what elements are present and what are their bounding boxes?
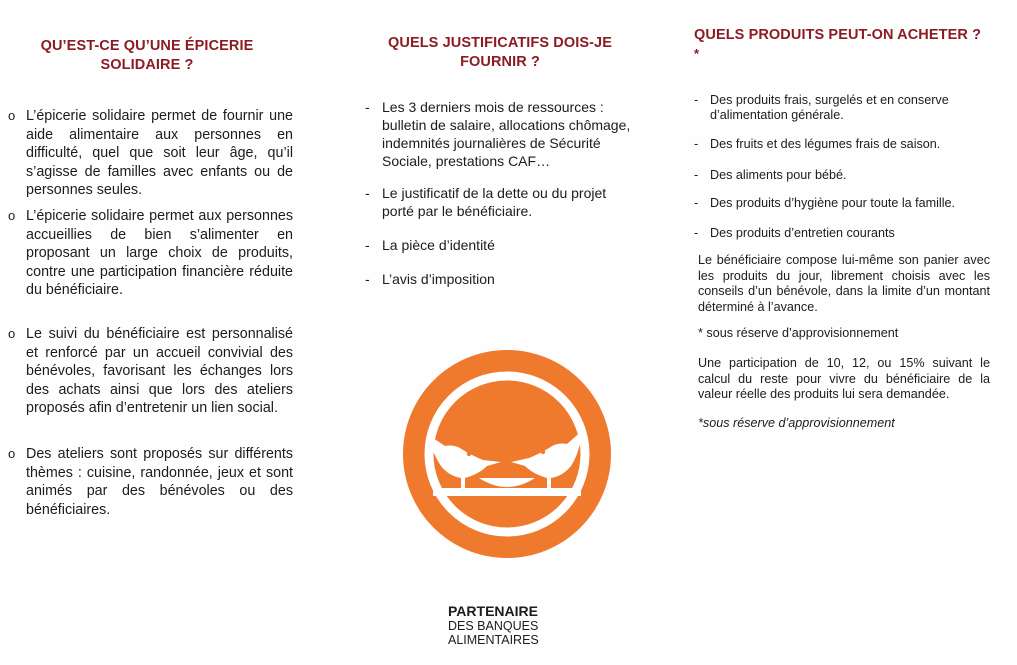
partner-footer: [448, 603, 598, 647]
footer-title: PARTENAIRE: [448, 603, 538, 619]
list-item: o Le suivi du bénéficiaire est personnalisé et renforcé par un accueil convivial des bénévoles, favorisant les échanges lors des achats ainsi que lors des ateliers proposés afin d’entretenir un lien social.: [8, 326, 293, 416]
bullet-icon: o: [8, 446, 16, 461]
column3-heading: QUELS PRODUITS PEUT-ON ACHETER ?: [694, 27, 982, 43]
dash-icon: -: [694, 226, 699, 240]
footer-line3: ALIMENTAIRES: [448, 633, 539, 647]
list-item: - L’avis d’imposition: [365, 271, 495, 287]
list-item: - Des produits d’entretien courants: [694, 226, 895, 240]
heading-asterisk: *: [694, 46, 700, 61]
logo-left-bird-eye: [467, 452, 471, 456]
dash-icon: -: [694, 196, 699, 210]
logo-outer-disc: [403, 350, 611, 558]
note-supply-italic: *sous réserve d’approvisionnement: [698, 416, 895, 430]
paragraph-participation: Une participation de 10, 12, ou 15% suivant le calcul du reste pour vivre du bénéficiaire de la valeur réelle des produits lui sera demandée.: [698, 356, 990, 401]
list-item: - Des fruits et des légumes frais de saison.: [694, 137, 941, 151]
column2-heading: QUELS JUSTIFICATIFS DOIS-JE FOURNIR ?: [388, 35, 612, 70]
dash-icon: -: [694, 93, 699, 107]
paragraph-basket: Le bénéficiaire compose lui-même son panier avec les produits du jour, librement choisis avec les conseils d’un bénévole, dans la limite d’un montant déterminé à l’avance.: [698, 253, 990, 314]
note-supply: * sous réserve d’approvisionnement: [698, 326, 899, 340]
column1-heading: QU’EST-CE QU’UNE ÉPICERIE SOLIDAIRE ?: [40, 38, 254, 73]
list-item: - Les 3 derniers mois de ressources : bulletin de salaire, allocations chômage, indemnités journalières de Sécurité Sociale, prestations CAF…: [365, 99, 631, 169]
list-item: o L’épicerie solidaire permet de fournir une aide alimentaire aux personnes en difficulté, quel que soit leur âge, qu’il s’agisse de familles avec enfants ou de personnes seules.: [8, 108, 293, 198]
logo-ground-bar: [433, 488, 581, 496]
bullet-icon: o: [8, 108, 16, 123]
list-item: o Des ateliers sont proposés sur différents thèmes : cuisine, randonnée, jeux et sont animés par des bénévoles ou des bénéficiaires.: [8, 446, 293, 518]
list-item: o L’épicerie solidaire permet aux personnes accueillies de bien s’alimenter en proposant un large choix de produits, contre une participation financière réduite du bénéficiaire.: [8, 208, 293, 298]
dash-icon: -: [365, 99, 370, 115]
dash-icon: -: [694, 137, 699, 151]
dash-icon: -: [365, 237, 370, 253]
dash-icon: -: [694, 168, 699, 182]
list-item: - Des aliments pour bébé.: [694, 168, 847, 182]
food-bank-birds-logo: [403, 350, 611, 558]
list-item: - La pièce d’identité: [365, 237, 495, 253]
list-item: - Le justificatif de la dette ou du projet porté par le bénéficiaire.: [365, 185, 607, 219]
list-item: - Des produits d’hygiène pour toute la famille.: [694, 196, 956, 210]
dash-icon: -: [365, 271, 370, 287]
footer-line2: DES BANQUES: [448, 619, 539, 633]
logo-right-bird-eye: [541, 450, 545, 454]
dash-icon: -: [365, 185, 370, 201]
list-item: - Des produits frais, surgelés et en conserve d’alimentation générale.: [694, 93, 949, 122]
bullet-icon: o: [8, 208, 16, 223]
bullet-icon: o: [8, 326, 16, 341]
